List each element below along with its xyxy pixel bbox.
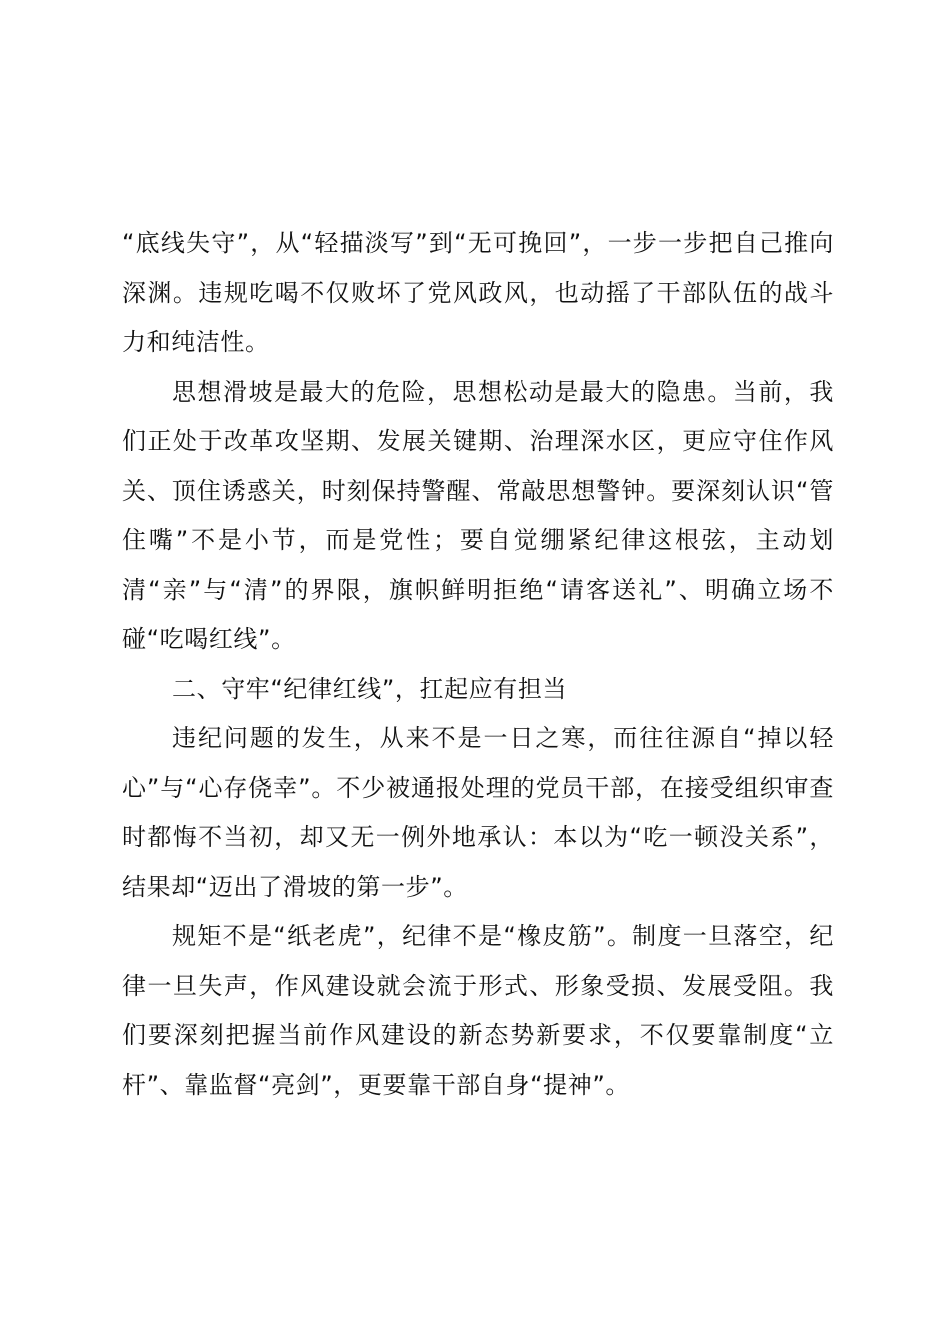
paragraph: 思想滑坡是最大的危险，思想松动是最大的隐患。当前，我们正处于改革攻坚期、发展关键期、治理深水区，更应守住作风关、顶住诱惑关，时刻保持警醒、常敲思想警钟。要深刻认识“管住嘴”不是小节，而是党性；要自觉绷紧纪律这根弦，主动划清“亲”与“清”的界限，旗帜鲜明拒绝“请客送礼”、明确立场不碰“吃喝红线”。 — [122, 377, 834, 653]
section-heading: 二、守牢“纪律红线”，扛起应有担当 — [172, 674, 568, 703]
paragraph: 规矩不是“纸老虎”，纪律不是“橡皮筋”。制度一旦落空，纪律一旦失声，作风建设就会流于形式、形象受损、发展受阻。我们要深刻把握当前作风建设的新态势新要求，不仅要靠制度“立杆”、靠监督“亮剑”，更要靠干部自身“提神”。 — [122, 922, 834, 1099]
document-body — [122, 219, 834, 1110]
paragraph: 违纪问题的发生，从来不是一日之寒，而往往源自“掉以轻心”与“心存侥幸”。不少被通报处理的党员干部，在接受组织审查时都悔不当初，却又无一例外地承认：本以为“吃一顿没关系”，结果却“迈出了滑坡的第一步”。 — [122, 724, 834, 901]
paragraph: “底线失守”，从“轻描淡写”到“无可挽回”，一步一步把自己推向深渊。违规吃喝不仅败坏了党风政风，也动摇了干部队伍的战斗力和纯洁性。 — [122, 229, 834, 356]
